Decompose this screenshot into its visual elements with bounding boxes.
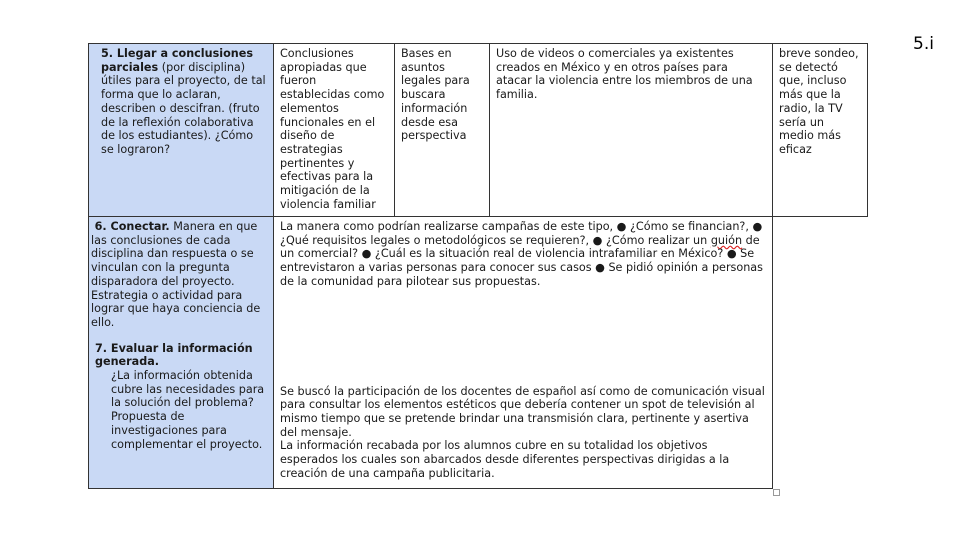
response-connect-start: La manera como podrían realizarse campañas de este tipo, ● ¿Cómo se financian?, ● ¿Qué requisitos legales o metodológicos se requieren?, ● ¿Cómo realizar un xyxy=(280,220,763,247)
videos-text: Uso de videos o comerciales ya existentes creados en México y en otros países para atacar la violencia entre los miembros de una familia. xyxy=(496,47,753,102)
response-connect-end: de un comercial? ● ¿Cuál es la situación real de violencia intrafamiliar en México? ● Se entrevistaron a varias personas para conocer sus casos ● Se pidió opinión a personas de la comunidad para pilotear sus propuestas. xyxy=(280,233,763,288)
criterion-5-text xyxy=(95,47,267,157)
legal-bases-cell xyxy=(394,43,490,217)
spelling-error-word: guión xyxy=(710,233,743,247)
criterion-5-cell xyxy=(88,43,274,217)
criterion-6-text xyxy=(91,220,271,330)
videos-cell xyxy=(489,43,773,217)
criterion-6-body: Manera en que las conclusiones de cada disciplina dan respuesta o se vinculan con la pregunta disparadora del proyecto. Estrategia o actividad para lograr que haya conciencia de ello. xyxy=(91,220,261,329)
conclusions-cell xyxy=(273,43,395,217)
conclusions-text: Conclusiones apropiadas que fueron establecidas como elementos funcionales en el diseño de estrategias pertinentes y efectivas para la mitigación de la violencia familiar xyxy=(280,47,385,211)
responses-cell xyxy=(273,216,773,489)
criterion-5-title: 5. Llegar a conclusiones parciales xyxy=(101,47,253,74)
survey-cell xyxy=(772,43,868,217)
criterion-5-body: (por disciplina) útiles para el proyecto, de tal forma que lo aclaran, describen o descifran. (fruto de la reflexión colaborativa de los estudiantes). ¿Cómo se lograron? xyxy=(101,60,266,156)
response-evaluate-1: Se buscó la participación de los docentes de español así como de comunicación visual para consultar los elementos estéticos que debería contener un spot de televisión al mismo tiempo que se pretende brindar una transmisión clara, pertinente y asertiva del mensaje. xyxy=(280,384,765,439)
legal-bases-text: Bases en asuntos legales para buscara información desde esa perspectiva xyxy=(401,47,470,143)
criterion-7-question-1: ¿La información obtenida cubre las necesidades para la solución del problema? xyxy=(111,369,265,410)
response-evaluate-2: La información recabada por los alumnos cubre en su totalidad los objetivos esperados los cuales son abarcados desde diferentes perspectivas dirigidas a la creación de una campaña publicitaria. xyxy=(280,439,730,480)
survey-text: breve sondeo, se detectó que, incluso más que la radio, la TV sería un medio más eficaz xyxy=(779,47,859,156)
slide-number: 5.i xyxy=(913,34,934,54)
criterion-7-text xyxy=(95,342,271,369)
criterion-7-question-2: Propuesta de investigaciones para complementar el proyecto. xyxy=(111,410,263,451)
criterion-6-title: 6. Conectar. xyxy=(94,220,170,233)
criteria-6-7-cell xyxy=(88,216,274,489)
criterion-7-title: 7. Evaluar la información generada. xyxy=(95,341,253,369)
table-end-marker xyxy=(773,489,780,496)
response-connect xyxy=(280,220,766,289)
